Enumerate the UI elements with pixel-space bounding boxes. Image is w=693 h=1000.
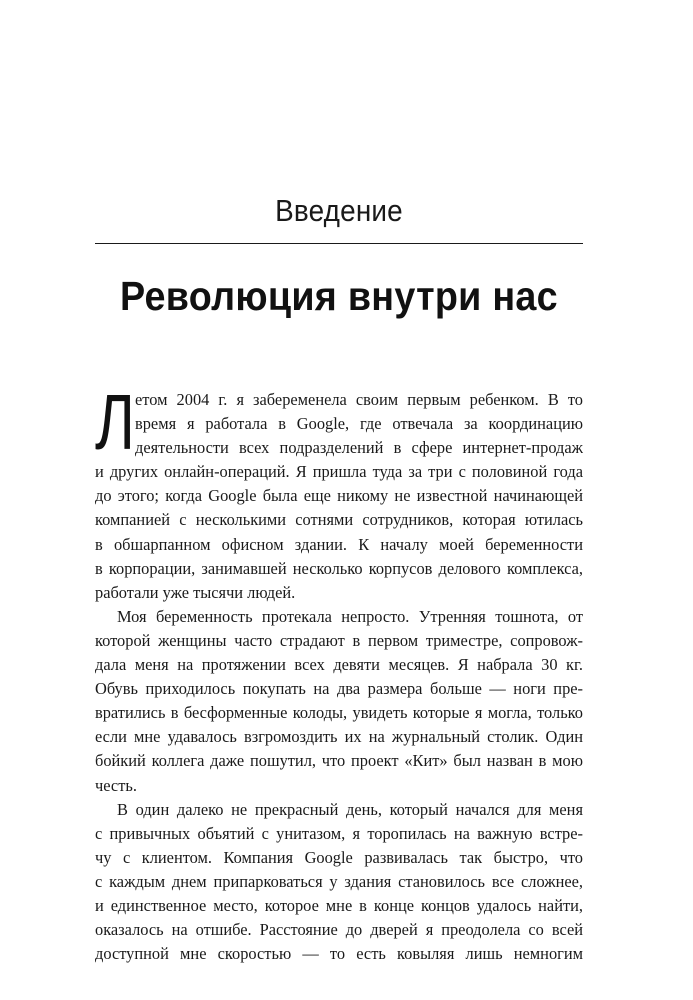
text-line: до этого; когда Google была еще никому не известной начинающей: [95, 486, 583, 506]
chapter-title: Революция внутри нас: [120, 273, 558, 319]
text-line: в обшарпанном офисном здании. К началу моей беременности: [95, 534, 583, 554]
section-label: Введение: [275, 193, 403, 228]
text-line: если мне удавалось взгромоздить их на журнальный столик. Один: [95, 727, 583, 747]
text-line: дала меня на протяжении всех девяти месяцев. Я набрала 30 кг.: [95, 655, 583, 675]
text-line: етом 2004 г. я забеременела своим первым ребенком. В то: [135, 390, 583, 409]
text-line: чу с клиентом. Компания Google развивалась так быстро, что: [95, 847, 583, 867]
text-line: оказалось на отшибе. Расстояние до дверей я преодолела со всей: [95, 920, 583, 940]
text-line: с привычных объятий с унитазом, я торопилась на важную встре-: [95, 823, 583, 843]
text-line: в корпорации, занимавшей несколько корпусов делового комплекса,: [95, 558, 583, 578]
text-line: честь.: [95, 775, 137, 795]
text-line: и других онлайн-операций. Я пришла туда за три с половиной года: [95, 462, 583, 482]
text-line: с каждым днем припарковаться у здания становилось все сложнее,: [95, 871, 583, 891]
text-line: Моя беременность протекала непросто. Утренняя тошнота, от: [117, 606, 583, 626]
text-line: бойкий коллега даже пошутил, что проект «Кит» был назван в мою: [95, 751, 583, 771]
drop-cap: Л: [95, 378, 135, 466]
body-text: [95, 378, 583, 966]
text-line: и единственное место, которое мне в конце концов удалось найти,: [95, 895, 583, 915]
text-line: В один далеко не прекрасный день, который начался для меня: [117, 799, 583, 819]
text-line: доступной мне скоростью — то есть ковыляя лишь немногим: [95, 944, 583, 964]
text-line: вратились в бесформенные колоды, увидеть которые я могла, только: [95, 703, 583, 723]
text-line: деятельности всех подразделений в сфере интернет-продаж: [135, 438, 583, 458]
text-line: время я работала в Google, где отвечала за координацию: [135, 414, 583, 434]
text-line: Обувь приходилось покупать на два размера больше — ноги пре-: [95, 679, 583, 699]
text-line: которой женщины часто страдают в первом триместре, сопровож-: [95, 630, 583, 650]
title-divider: [95, 243, 583, 244]
text-line: работали уже тысячи людей.: [95, 582, 296, 602]
text-line: компанией с несколькими сотнями сотрудников, которая ютилась: [95, 510, 583, 530]
